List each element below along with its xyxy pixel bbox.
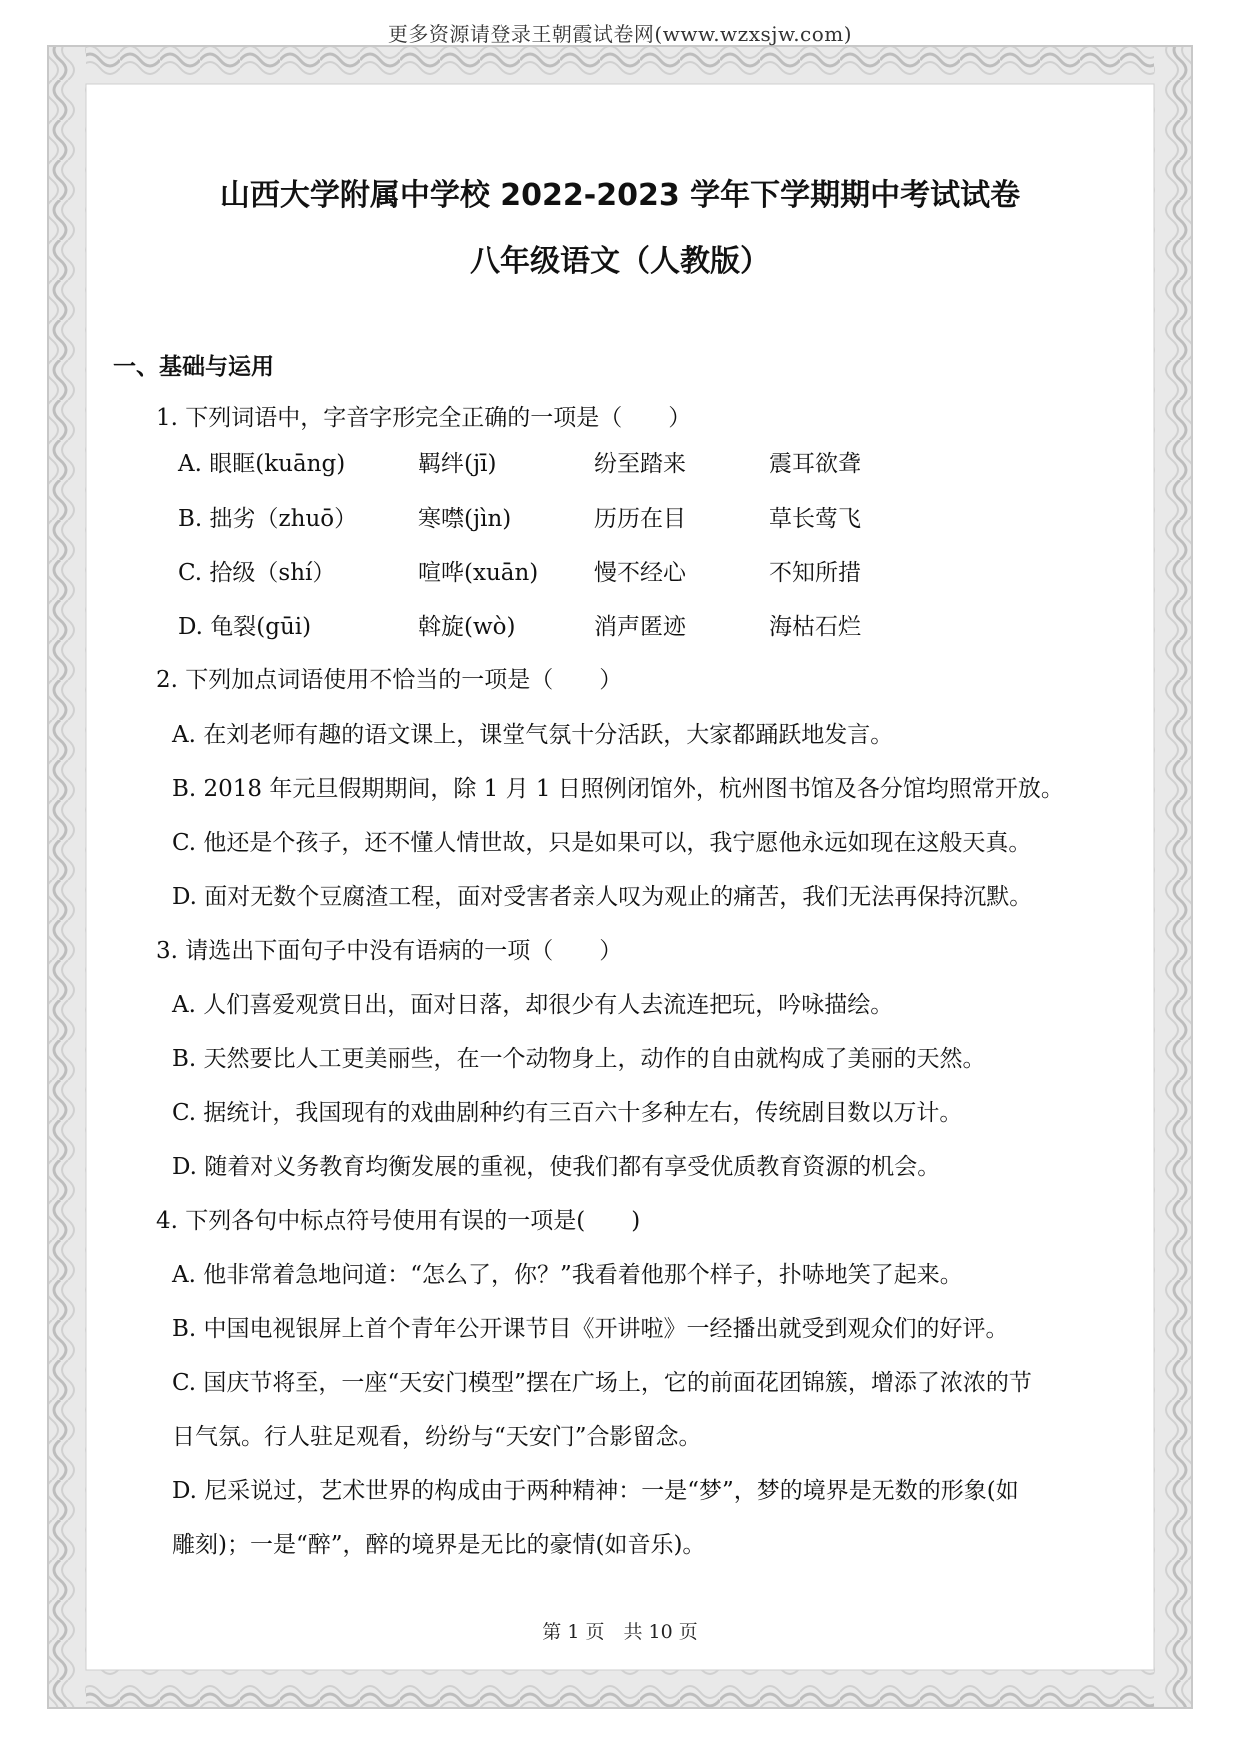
q4-option-c-line2: 日气氛。行人驻足观看，纷纷与“天安门”合影留念。 [172,1424,702,1450]
q1-option-c-2: 喧哗(xuān) [418,560,539,586]
q2-option-b: B. 2018 年元旦假期期间，除 1 月 1 日照例闭馆外，杭州图书馆及各分馆均照常开放。 [172,776,1064,802]
question-1-stem: 1. 下列词语中，字音字形完全正确的一项是（ ） [156,405,692,431]
q2-option-d: D. 面对无数个豆腐渣工程，面对受害者亲人叹为观止的痛苦，我们无法再保持沉默。 [172,884,1033,910]
exam-subtitle: 八年级语文（人教版） [470,244,770,279]
q1-option-d-3: 消声匿迹 [594,614,686,640]
q4-option-d-line1: D. 尼采说过，艺术世界的构成由于两种精神：一是“梦”，梦的境界是无数的形象(如 [172,1478,1019,1504]
section-heading: 一、基础与运用 [113,354,274,380]
q3-option-c: C. 据统计，我国现有的戏曲剧种约有三百六十多种左右，传统剧目数以万计。 [172,1100,963,1126]
q1-option-d-4: 海枯石烂 [769,614,861,640]
site-header: 更多资源请登录王朝霞试卷网(www.wzxsjw.com) [387,22,853,46]
q1-option-a-3: 纷至踏来 [594,451,686,477]
q4-option-d-line2: 雕刻)；一是“醉”，醉的境界是无比的豪情(如音乐)。 [172,1532,706,1558]
q4-option-c-line1: C. 国庆节将至，一座“天安门模型”摆在广场上，它的前面花团锦簇，增添了浓浓的节 [172,1370,1032,1396]
q1-option-d-1: D. 龟裂(gūi) [178,614,312,640]
q4-option-b: B. 中国电视银屏上首个青年公开课节目《开讲啦》一经播出就受到观众们的好评。 [172,1316,1009,1342]
q3-option-d: D. 随着对义务教育均衡发展的重视，使我们都有享受优质教育资源的机会。 [172,1154,941,1180]
exam-title: 山西大学附属中学校 2022-2023 学年下学期期中考试试卷 [219,178,1021,213]
q1-option-c-1: C. 拾级（shí） [178,560,336,586]
q2-option-c: C. 他还是个孩子，还不懂人情世故，只是如果可以，我宁愿他永远如现在这般天真。 [172,830,1032,856]
q1-option-b-1: B. 拙劣（zhuō） [178,506,358,532]
q1-option-b-4: 草长莺飞 [769,506,861,532]
q3-option-b: B. 天然要比人工更美丽些，在一个动物身上，动作的自由就构成了美丽的天然。 [172,1046,986,1072]
q2-option-a: A. 在刘老师有趣的语文课上，课堂气氛十分活跃，大家都踊跃地发言。 [172,722,894,748]
q1-option-a-1: A. 眼眶(kuāng) [178,451,346,477]
q1-option-a-4: 震耳欲聋 [769,451,861,477]
page-number: 第 1 页 共 10 页 [542,1621,698,1643]
q1-option-b-3: 历历在目 [594,506,686,532]
q3-option-a: A. 人们喜爱观赏日出，面对日落，却很少有人去流连把玩，吟咏描绘。 [172,992,894,1018]
question-3-stem: 3. 请选出下面句子中没有语病的一项（ ） [156,938,623,964]
q4-option-a: A. 他非常着急地问道：“怎么了，你？”我看着他那个样子，扑哧地笑了起来。 [172,1262,963,1288]
q1-option-b-2: 寒噤(jìn) [418,506,512,532]
q1-option-c-3: 慢不经心 [594,560,686,586]
q1-option-d-2: 斡旋(wò) [418,614,516,640]
question-4-stem: 4. 下列各句中标点符号使用有误的一项是( ) [156,1208,641,1234]
q1-option-a-2: 羁绊(jī) [418,451,497,477]
question-2-stem: 2. 下列加点词语使用不恰当的一项是（ ） [156,667,623,693]
q1-option-c-4: 不知所措 [769,560,861,586]
